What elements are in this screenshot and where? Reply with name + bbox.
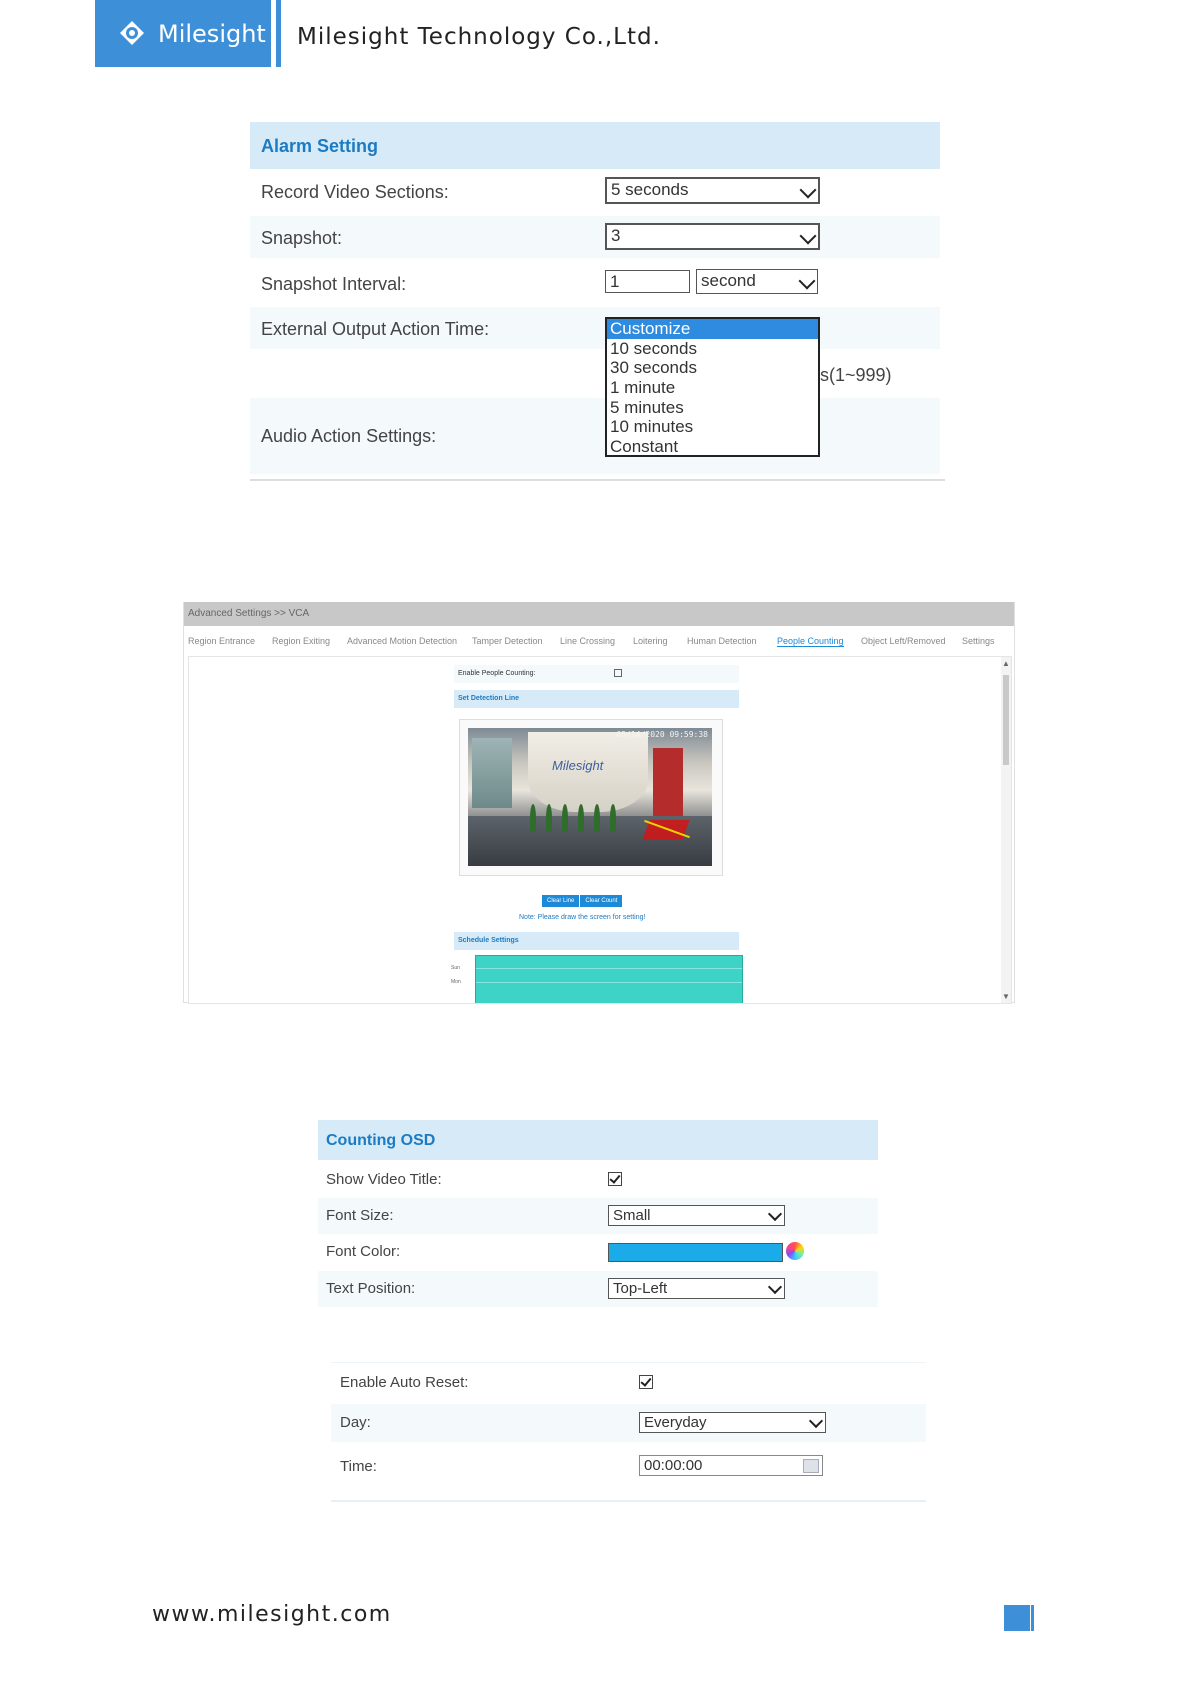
enable-auto-reset-checkbox[interactable] [639, 1375, 653, 1389]
day-row [331, 1404, 926, 1442]
chevron-down-icon [768, 1280, 782, 1294]
check-icon [609, 1172, 620, 1184]
panel-title: Counting OSD [326, 1132, 436, 1149]
vca-tabs [184, 632, 1014, 650]
font-color-swatch[interactable] [608, 1243, 783, 1262]
chevron-down-icon [800, 182, 817, 199]
schedule-day-label: Mon [451, 979, 461, 985]
record-video-row [250, 169, 940, 213]
external-output-dropdown[interactable] [605, 317, 820, 457]
milesight-logo-icon [119, 20, 145, 46]
clear-count-button[interactable]: Clear Count [580, 895, 622, 907]
dropdown-option[interactable]: Customize [607, 319, 818, 339]
enable-auto-reset-row [331, 1363, 926, 1402]
text-position-select[interactable]: Top-Left [608, 1278, 785, 1299]
text-position-row [318, 1271, 878, 1307]
milesight-logo [95, 0, 271, 67]
check-icon [640, 1375, 651, 1387]
vca-content [188, 656, 1012, 1004]
video-timestamp: 05/14/2020 09:59:38 [616, 730, 708, 739]
snapshot-interval-input[interactable]: 1 [605, 270, 690, 293]
tab-object-left-removed[interactable]: Object Left/Removed [861, 636, 946, 646]
color-picker-icon[interactable] [786, 1242, 804, 1260]
counting-osd-panel [318, 1120, 878, 1310]
schedule-header: Schedule Settings [454, 932, 739, 950]
calendar-icon[interactable] [803, 1459, 819, 1473]
record-video-label: Record Video Sections: [261, 182, 449, 202]
tab-human-detection[interactable]: Human Detection [687, 636, 757, 646]
panel-divider [250, 479, 945, 481]
clear-line-button[interactable]: Clear Line [542, 895, 579, 907]
external-output-label: External Output Action Time: [261, 319, 490, 339]
video-preview-frame [459, 719, 723, 876]
scroll-up-icon[interactable]: ▲ [1002, 659, 1010, 668]
detection-buttons [542, 889, 623, 907]
tab-settings[interactable]: Settings [962, 636, 995, 646]
footer-url: www.milesight.com [152, 1602, 392, 1627]
counting-osd-header [318, 1120, 878, 1160]
show-title-row [318, 1161, 878, 1197]
company-name: Milesight Technology Co.,Ltd. [297, 24, 661, 50]
font-size-row [318, 1198, 878, 1234]
text-position-label: Text Position: [326, 1280, 416, 1297]
schedule-day-labels [451, 965, 461, 985]
alarm-setting-header [250, 122, 940, 169]
schedule-grid[interactable] [475, 955, 743, 1004]
dropdown-option[interactable]: 5 minutes [610, 397, 684, 417]
breadcrumb: Advanced Settings >> VCA [184, 602, 1014, 626]
enable-auto-reset-label: Enable Auto Reset: [340, 1374, 469, 1391]
font-color-label: Font Color: [326, 1243, 401, 1260]
detection-line-header: Set Detection Line [454, 690, 739, 708]
dropdown-option[interactable]: Constant [610, 437, 679, 457]
show-title-checkbox[interactable] [608, 1172, 622, 1186]
tab-tamper-detection[interactable]: Tamper Detection [472, 636, 543, 646]
dropdown-option[interactable]: 10 seconds [610, 338, 697, 358]
audio-action-row [250, 398, 940, 474]
brand-name: Milesight [158, 20, 266, 48]
dropdown-option[interactable]: 1 minute [610, 378, 676, 398]
range-hint: s(1~999) [820, 365, 892, 385]
enable-people-counting-label: Enable People Counting: [458, 670, 536, 677]
tab-advanced-motion[interactable]: Advanced Motion Detection [347, 636, 458, 646]
day-select[interactable]: Everyday [639, 1412, 826, 1433]
enable-people-counting-row [454, 665, 739, 683]
font-size-label: Font Size: [326, 1207, 394, 1224]
tab-region-entrance[interactable]: Region Entrance [188, 636, 256, 646]
chevron-down-icon [800, 228, 817, 245]
enable-people-counting-checkbox[interactable] [614, 669, 622, 677]
snapshot-row [250, 216, 940, 258]
time-label: Time: [340, 1458, 377, 1475]
record-video-select[interactable]: 5 seconds [605, 177, 820, 204]
tab-region-exiting[interactable]: Region Exiting [272, 636, 331, 646]
snapshot-interval-unit-select[interactable]: second [696, 269, 818, 294]
alarm-setting-panel [250, 122, 940, 482]
panel-divider [331, 1500, 926, 1502]
show-title-label: Show Video Title: [326, 1171, 442, 1188]
live-video[interactable] [468, 728, 712, 866]
footer-bar [1031, 1605, 1034, 1631]
font-size-select[interactable]: Small [608, 1205, 785, 1226]
chevron-down-icon [799, 273, 816, 290]
external-output-range-row [250, 352, 940, 396]
scrollbar[interactable] [1001, 657, 1011, 1003]
chevron-down-icon [809, 1414, 823, 1428]
tab-people-counting[interactable]: People Counting [777, 636, 844, 646]
footer-mark [1004, 1605, 1030, 1631]
external-output-row [250, 307, 940, 349]
tab-loitering[interactable]: Loitering [633, 636, 668, 646]
video-wall-logo: Milesight [552, 758, 604, 773]
chevron-down-icon [768, 1207, 782, 1221]
time-input[interactable]: 00:00:00 [639, 1455, 823, 1476]
header-divider [276, 0, 281, 67]
schedule-day-label: Sun [451, 965, 460, 971]
snapshot-interval-row [250, 261, 940, 305]
dropdown-option[interactable]: 30 seconds [610, 358, 697, 378]
day-label: Day: [340, 1414, 371, 1431]
snapshot-select[interactable]: 3 [605, 223, 820, 250]
snapshot-interval-label: Snapshot Interval: [261, 274, 407, 294]
scrollbar-thumb[interactable] [1003, 675, 1009, 765]
tab-line-crossing[interactable]: Line Crossing [560, 636, 616, 646]
snapshot-label: Snapshot: [261, 228, 343, 248]
dropdown-option[interactable]: 10 minutes [610, 417, 694, 437]
scroll-down-icon[interactable]: ▼ [1002, 992, 1010, 1001]
time-row [331, 1444, 926, 1486]
draw-note: Note: Please draw the screen for setting! [519, 914, 646, 921]
auto-reset-panel [331, 1363, 926, 1498]
audio-action-label: Audio Action Settings: [261, 426, 437, 446]
panel-title: Alarm Setting [261, 136, 379, 156]
vca-screenshot [183, 602, 1015, 1003]
